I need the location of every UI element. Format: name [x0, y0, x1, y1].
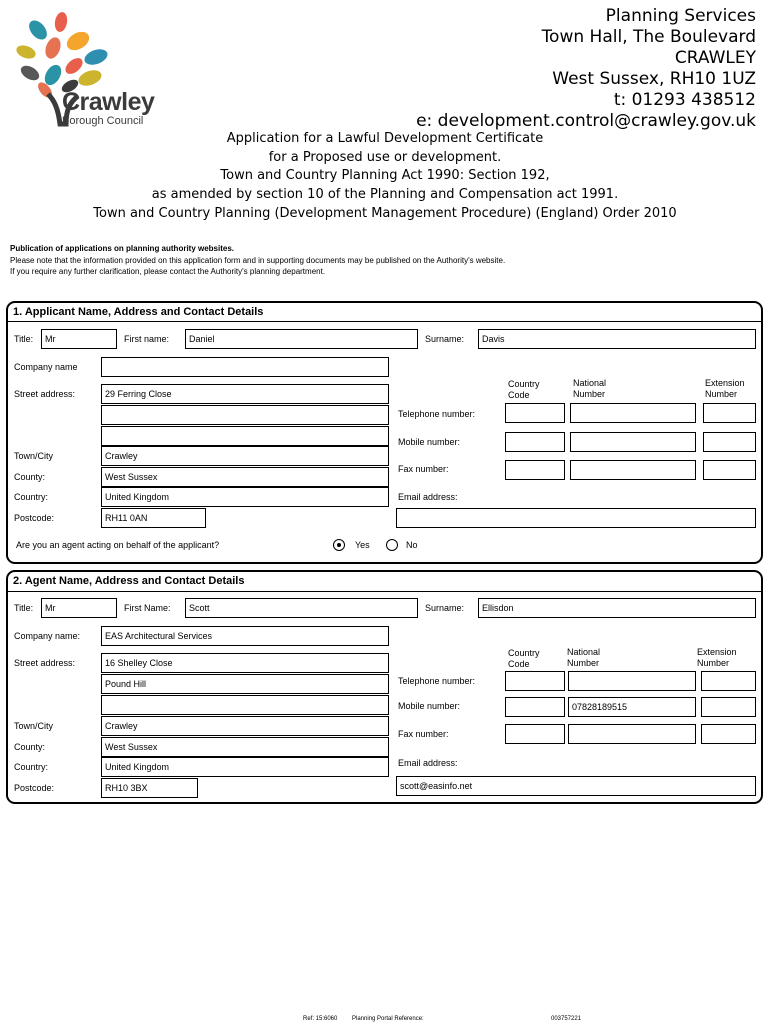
agent-question: Are you an agent acting on behalf of the applicant?: [16, 540, 220, 550]
agent-mobile-national[interactable]: 07828189515: [568, 697, 696, 717]
logo-leaf: [82, 46, 109, 67]
applicant-postcode-field[interactable]: RH11 0AN: [101, 508, 206, 528]
agent-section-divider: [7, 591, 762, 592]
agent-section-title: 2. Agent Name, Address and Contact Details: [13, 575, 245, 587]
agent-town-field[interactable]: Crawley: [101, 716, 389, 736]
footer-portal-value: 003757221: [551, 1016, 582, 1022]
applicant-country-code-header: Country Code: [508, 379, 540, 400]
agent-telephone-code[interactable]: [505, 671, 565, 691]
agent-mobile-label: Mobile number:: [398, 701, 461, 711]
applicant-fax-national[interactable]: [570, 460, 696, 480]
agent-title-field[interactable]: Mr: [41, 598, 117, 618]
agent-postcode-field[interactable]: RH10 3BX: [101, 778, 198, 798]
agent-county-label: County:: [14, 742, 46, 752]
logo-name: Crawley: [62, 88, 155, 116]
agent-mobile-extension[interactable]: [701, 697, 756, 717]
applicant-country-field[interactable]: United Kingdom: [101, 487, 389, 507]
agent-telephone-extension[interactable]: [701, 671, 756, 691]
logo-leaf: [43, 35, 64, 60]
applicant-telephone-code[interactable]: [505, 403, 565, 423]
footer-portal-label: Planning Portal Reference:: [352, 1016, 424, 1022]
heading-line-4: as amended by section 10 of the Planning and Compensation act 1991.: [151, 187, 619, 202]
logo-leaf: [64, 28, 93, 54]
logo-leaf: [15, 43, 38, 61]
applicant-section-divider: [7, 321, 762, 322]
agent-country-label: Country:: [14, 762, 49, 772]
agent-email-field[interactable]: scott@easinfo.net: [396, 776, 756, 796]
heading-line-3: Town and Country Planning Act 1990: Section 192,: [220, 168, 550, 183]
agent-no-label: No: [406, 540, 418, 550]
agent-title-label: Title:: [14, 603, 34, 613]
applicant-town-field[interactable]: Crawley: [101, 446, 389, 466]
agent-postcode-label: Postcode:: [14, 783, 55, 793]
publication-title: Publication of applications on planning authority websites.: [10, 244, 235, 253]
address-line-2: Town Hall, The Boulevard: [541, 27, 756, 47]
agent-telephone-national[interactable]: [568, 671, 696, 691]
heading-line-2: for a Proposed use or development.: [268, 150, 502, 165]
applicant-street-2-field[interactable]: [101, 405, 389, 425]
applicant-company-label: Company name: [14, 362, 78, 372]
applicant-surname-field[interactable]: Davis: [478, 329, 756, 349]
agent-street-label: Street address:: [14, 658, 76, 668]
applicant-email-field[interactable]: [396, 508, 756, 528]
applicant-fax-code[interactable]: [505, 460, 565, 480]
agent-surname-label: Surname:: [425, 603, 465, 613]
agent-email-label: Email address:: [398, 758, 458, 768]
applicant-national-number-header: National Number: [573, 378, 607, 399]
publication-line-2: If you require any further clarification, please contact the Authority's planning department.: [10, 267, 326, 276]
agent-street-1-field[interactable]: 16 Shelley Close: [101, 653, 389, 673]
agent-street-2-field[interactable]: Pound Hill: [101, 674, 389, 694]
crawley-logo: [8, 8, 173, 134]
agent-telephone-label: Telephone number:: [398, 676, 476, 686]
applicant-street-1-field[interactable]: 29 Ferring Close: [101, 384, 389, 404]
agent-country-code-header: Country Code: [508, 648, 540, 669]
agent-country-field[interactable]: United Kingdom: [101, 757, 389, 777]
publication-line-1: Please note that the information provided on this application form and in supporting documents may be published on the Authority's website.: [10, 256, 506, 265]
applicant-country-label: Country:: [14, 492, 49, 502]
logo-leaf: [18, 63, 41, 83]
agent-town-label: Town/City: [14, 721, 54, 731]
applicant-section-title: 1. Applicant Name, Address and Contact Details: [13, 306, 264, 318]
agent-county-field[interactable]: West Sussex: [101, 737, 389, 757]
applicant-postcode-label: Postcode:: [14, 513, 55, 523]
agent-national-number-header: National Number: [567, 647, 601, 668]
agent-fax-extension[interactable]: [701, 724, 756, 744]
agent-yes-radio[interactable]: [333, 539, 345, 551]
applicant-street-label: Street address:: [14, 389, 76, 399]
agent-fax-code[interactable]: [505, 724, 565, 744]
applicant-mobile-code[interactable]: [505, 432, 565, 452]
agent-first-name-field[interactable]: Scott: [185, 598, 418, 618]
applicant-mobile-national[interactable]: [570, 432, 696, 452]
agent-company-label: Company name:: [14, 631, 81, 641]
applicant-first-name-field[interactable]: Daniel: [185, 329, 418, 349]
address-phone: t: 01293 438512: [613, 90, 756, 110]
agent-first-name-label: First Name:: [124, 603, 171, 613]
agent-yes-label: Yes: [355, 540, 370, 550]
radio-selected-dot: [337, 543, 341, 547]
applicant-street-3-field[interactable]: [101, 426, 389, 446]
applicant-email-label: Email address:: [398, 492, 458, 502]
agent-surname-field[interactable]: Ellisdon: [478, 598, 756, 618]
footer-ref: Ref: 15:6060: [303, 1016, 338, 1022]
applicant-telephone-extension[interactable]: [703, 403, 756, 423]
applicant-first-name-label: First name:: [124, 334, 170, 344]
applicant-fax-extension[interactable]: [703, 460, 756, 480]
applicant-county-label: County:: [14, 472, 46, 482]
applicant-title-label: Title:: [14, 334, 34, 344]
logo-leaf: [62, 55, 85, 77]
applicant-fax-label: Fax number:: [398, 464, 449, 474]
logo-leaf: [26, 17, 51, 43]
agent-street-3-field[interactable]: [101, 695, 389, 715]
address-line-3: CRAWLEY: [674, 48, 756, 68]
logo-leaf: [53, 11, 68, 33]
logo-subtitle: Borough Council: [62, 115, 144, 127]
agent-extension-number-header: Extension Number: [697, 647, 737, 668]
applicant-town-label: Town/City: [14, 451, 54, 461]
address-email: e: development.control@crawley.gov.uk: [416, 111, 756, 131]
applicant-title-field[interactable]: Mr: [41, 329, 117, 349]
agent-mobile-code[interactable]: [505, 697, 565, 717]
agent-fax-national[interactable]: [568, 724, 696, 744]
heading-line-5: Town and Country Planning (Development Management Procedure) (England) Order 2010: [93, 206, 677, 221]
applicant-surname-label: Surname:: [425, 334, 465, 344]
address-line-1: Planning Services: [605, 6, 756, 26]
agent-no-radio[interactable]: [386, 539, 398, 551]
address-line-4: West Sussex, RH10 1UZ: [552, 69, 756, 89]
heading-line-1: Application for a Lawful Development Certificate: [226, 131, 544, 146]
applicant-county-field[interactable]: West Sussex: [101, 467, 389, 487]
applicant-mobile-label: Mobile number:: [398, 437, 461, 447]
applicant-telephone-national[interactable]: [570, 403, 696, 423]
applicant-mobile-extension[interactable]: [703, 432, 756, 452]
applicant-telephone-label: Telephone number:: [398, 409, 476, 419]
agent-fax-label: Fax number:: [398, 729, 449, 739]
applicant-company-field[interactable]: [101, 357, 389, 377]
agent-company-field[interactable]: EAS Architectural Services: [101, 626, 389, 646]
logo-leaf: [76, 67, 103, 88]
applicant-extension-number-header: Extension Number: [705, 378, 745, 399]
